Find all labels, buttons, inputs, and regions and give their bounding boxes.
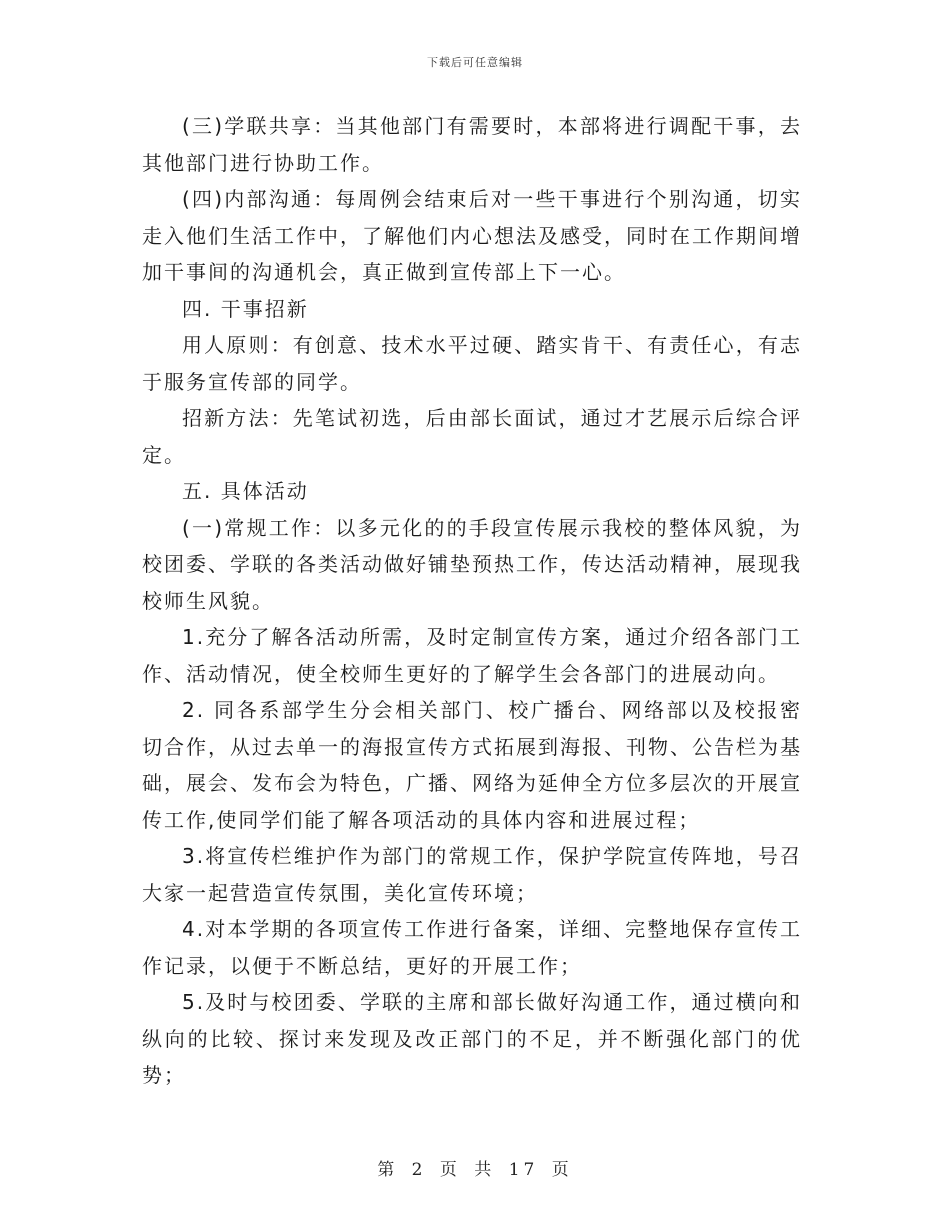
list-item-2: 2. 同各系部学生分会相关部门、校广播台、网络部以及校报密切合作，从过去单一的海报宣传方式拓展到海报、刊物、公告栏为基础，展会、发布会为特色，广播、网络为延伸全方位多层次的开展宣传工作,使同学们能了解各项活动的具体内容和进展过程； (142, 698, 802, 832)
document-body (142, 108, 802, 1094)
paragraph-hiring-principle: 用人原则：有创意、技术水平过硬、踏实肯干、有责任心，有志于服务宣传部的同学。 (142, 333, 802, 394)
paragraph-routine-work: (一)常规工作：以多元化的的手段宣传展示我校的整体风貌，为校团委、学联的各类活动做好铺垫预热工作，传达活动精神，展现我校师生风貌。 (142, 515, 802, 613)
header-note: 下载后可任意编辑 (427, 56, 523, 69)
list-item-4: 4.对本学期的各项宣传工作进行备案，详细、完整地保存宣传工作记录，以便于不断总结，更好的开展工作； (142, 917, 802, 978)
section-heading-recruitment: 四. 干事招新 (182, 296, 309, 321)
paragraph-recruitment-method: 招新方法：先笔试初选，后由部长面试，通过才艺展示后综合评定。 (142, 406, 802, 467)
section-heading-activities: 五. 具体活动 (182, 479, 309, 503)
list-item-3: 3.将宣传栏维护作为部门的常规工作，保护学院宣传阵地，号召大家一起营造宣传氛围，美化宣传环境； (142, 844, 802, 905)
page-number: 第 2 页 共 17 页 (377, 1160, 573, 1180)
list-item-1: 1.充分了解各活动所需，及时定制宣传方案，通过介绍各部门工作、活动情况，使全校师生更好的了解学生会各部门的进展动向。 (142, 625, 802, 686)
paragraph-student-union-sharing: (三)学联共享：当其他部门有需要时，本部将进行调配干事，去其他部门进行协助工作。 (142, 114, 802, 175)
paragraph-internal-communication: (四)内部沟通：每周例会结束后对一些干事进行个别沟通，切实走入他们生活工作中，了解他们内心想法及感受，同时在工作期间增加干事间的沟通机会，真正做到宣传部上下一心。 (142, 187, 802, 284)
list-item-5: 5.及时与校团委、学联的主席和部长做好沟通工作，通过横向和纵向的比较、探讨来发现及改正部门的不足，并不断强化部门的优势； (142, 990, 802, 1087)
